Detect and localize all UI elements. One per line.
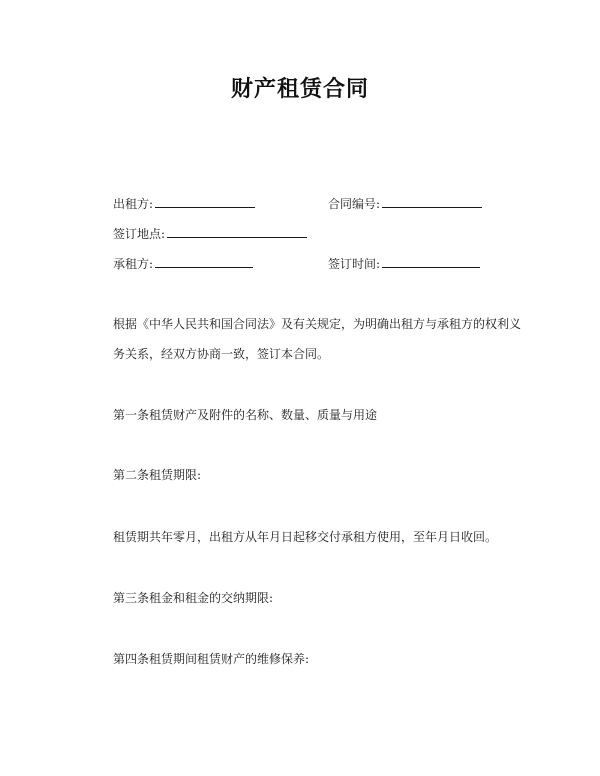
sign-time-blank (382, 255, 480, 268)
document-title: 财产租赁合同 (230, 77, 369, 102)
lessor-field (113, 195, 255, 212)
preamble-line-1: 根据《中华人民共和国合同法》及有关规定，为明确出租方与承租方的权利义 (113, 317, 522, 331)
lessee-label: 承租方: (113, 257, 154, 271)
sign-place-field (113, 225, 307, 242)
article-2: 第二条租赁期限: (113, 468, 202, 482)
contract-no-blank (382, 195, 482, 208)
lessee-field (113, 255, 253, 272)
preamble-line-2: 务关系，经双方协商一致，签订本合同。 (113, 347, 330, 361)
lessor-blank (155, 195, 255, 208)
lessee-blank (155, 255, 253, 268)
sign-time-label: 签订时间: (328, 257, 381, 271)
sign-place-blank (167, 225, 307, 238)
article-1: 第一条租赁财产及附件的名称、数量、质量与用途 (113, 408, 378, 422)
article-3: 第三条租金和租金的交纳期限: (113, 591, 274, 605)
sign-place-label: 签订地点: (113, 227, 166, 241)
sign-time-field (328, 255, 480, 272)
lessor-label: 出租方: (113, 197, 154, 211)
contract-no-label: 合同编号: (328, 197, 381, 211)
contract-no-field (328, 195, 482, 212)
article-4: 第四条租赁期间租赁财产的维修保养: (113, 652, 310, 666)
term-text: 租赁期共年零月，出租方从年月日起移交付承租方使用，至年月日收回。 (113, 530, 498, 544)
